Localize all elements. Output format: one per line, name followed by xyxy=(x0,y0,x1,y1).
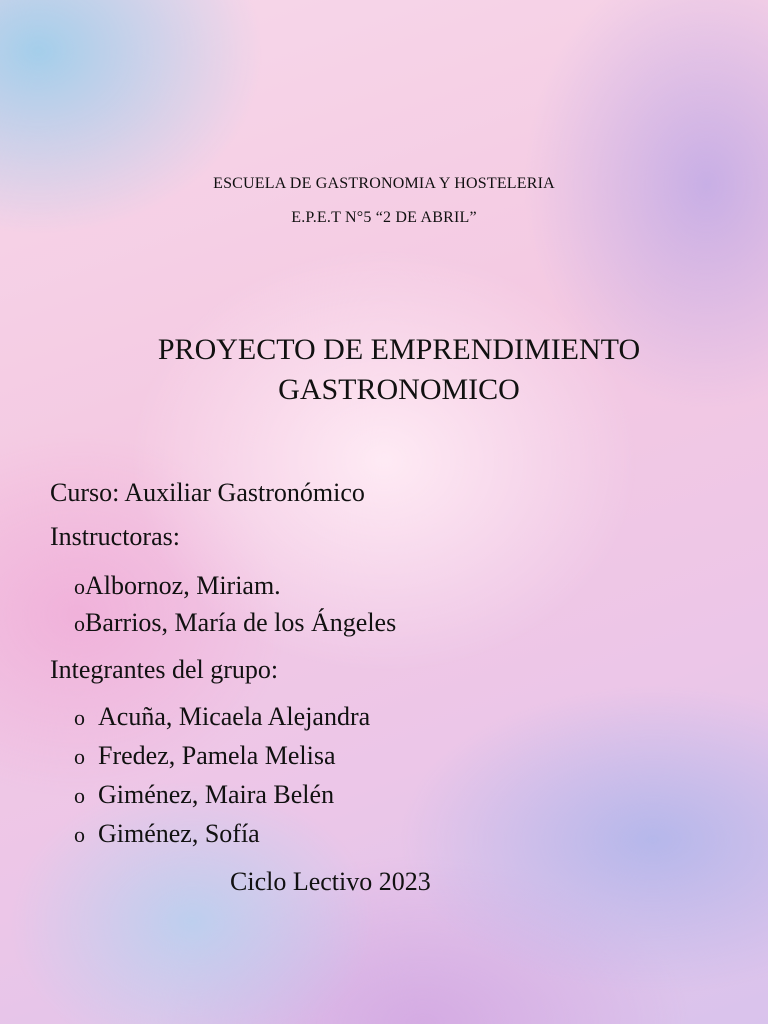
school-name: ESCUELA DE GASTRONOMIA Y HOSTELERIA xyxy=(213,175,555,192)
instructor-name: Barrios, María de los Ángeles xyxy=(85,608,397,637)
bullet-icon: o xyxy=(74,822,85,847)
project-title-line-1: PROYECTO DE EMPRENDIMIENTO xyxy=(157,333,641,366)
bullet-icon: o xyxy=(74,705,85,730)
project-title xyxy=(0,330,768,410)
bullet-icon: o xyxy=(74,744,85,769)
list-item xyxy=(74,571,281,602)
bullet-icon: o xyxy=(74,611,85,636)
list-item xyxy=(74,819,260,850)
list-item xyxy=(74,702,370,733)
member-name: Giménez, Sofía xyxy=(98,819,260,848)
list-item xyxy=(74,741,336,772)
project-title-line-2: GASTRONOMICO xyxy=(278,373,520,406)
list-item xyxy=(74,780,334,811)
bullet-icon: o xyxy=(74,783,85,808)
instructors-heading: Instructoras: xyxy=(50,522,180,551)
school-year: Ciclo Lectivo 2023 xyxy=(230,867,431,896)
institution-name: E.P.E.T N°5 “2 DE ABRIL” xyxy=(291,209,477,226)
bullet-icon: o xyxy=(74,574,85,599)
instructor-name: Albornoz, Miriam. xyxy=(85,571,281,600)
list-item xyxy=(74,608,396,639)
course-label: Curso: Auxiliar Gastronómico xyxy=(50,478,365,507)
members-heading: Integrantes del grupo: xyxy=(50,655,279,684)
member-name: Acuña, Micaela Alejandra xyxy=(98,702,371,731)
member-name: Fredez, Pamela Melisa xyxy=(98,741,336,770)
member-name: Giménez, Maira Belén xyxy=(98,780,335,809)
